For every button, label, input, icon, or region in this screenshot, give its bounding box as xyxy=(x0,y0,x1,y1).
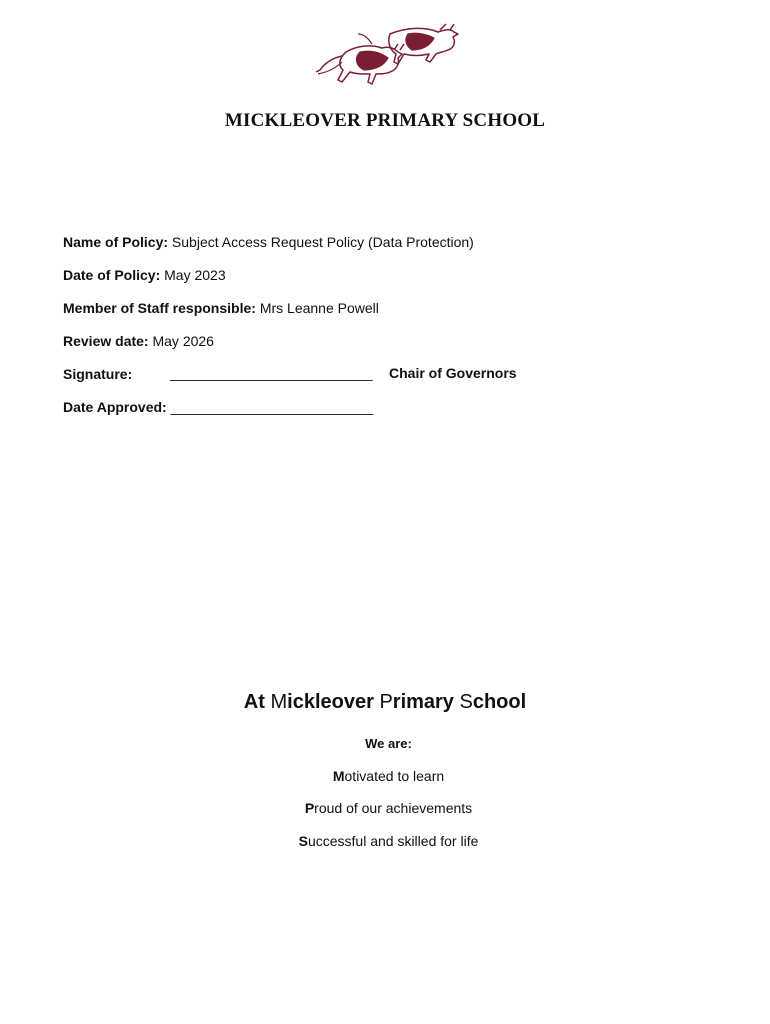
date-approved-line: __________________________ xyxy=(170,399,374,415)
policy-date-label: Date of Policy: xyxy=(63,267,161,283)
motto-line xyxy=(0,833,770,849)
signature-label: Signature: xyxy=(63,366,133,382)
motto-line-text: roud of our achievements xyxy=(314,800,473,816)
staff-responsible-value: Mrs Leanne Powell xyxy=(259,300,379,316)
policy-date-row xyxy=(63,266,226,284)
motto-line xyxy=(0,800,770,816)
motto-line-initial: P xyxy=(304,800,315,816)
policy-date-value: May 2023 xyxy=(164,267,226,283)
date-approved-label: Date Approved: xyxy=(63,399,167,415)
signature-line: __________________________ xyxy=(170,365,373,381)
school-bull-logo xyxy=(312,22,462,88)
motto-title-p: P xyxy=(379,691,393,713)
motto-line-text: otivated to learn xyxy=(344,768,445,784)
review-date-label: Review date: xyxy=(63,333,149,349)
motto-title xyxy=(0,691,770,714)
policy-name-value: Subject Access Request Policy (Data Protection) xyxy=(171,234,474,250)
motto-line-text: uccessful and skilled for life xyxy=(307,833,479,849)
staff-responsible-row xyxy=(63,299,379,317)
motto-line xyxy=(0,768,770,784)
school-name: MICKLEOVER PRIMARY SCHOOL xyxy=(224,110,546,131)
motto-line-initial: S xyxy=(298,833,308,849)
policy-name-label: Name of Policy: xyxy=(63,234,169,250)
motto-title-ickleover: ickleover xyxy=(287,691,380,713)
motto-line-initial: M xyxy=(332,768,345,784)
review-date-row xyxy=(63,332,214,350)
motto-title-m: M xyxy=(270,691,288,713)
staff-responsible-label: Member of Staff responsible: xyxy=(63,300,256,316)
date-approved-row xyxy=(63,398,373,416)
signature-label-row xyxy=(63,365,132,383)
motto-title-chool: chool xyxy=(472,691,527,713)
review-date-value: May 2026 xyxy=(152,333,214,349)
motto-title-rimary: rimary xyxy=(392,691,460,713)
motto-title-s: S xyxy=(459,691,473,713)
motto-title-at: At xyxy=(243,691,271,713)
policy-name-row xyxy=(63,233,474,251)
we-are-heading: We are: xyxy=(365,736,412,751)
chair-of-governors-label: Chair of Governors xyxy=(389,365,517,381)
